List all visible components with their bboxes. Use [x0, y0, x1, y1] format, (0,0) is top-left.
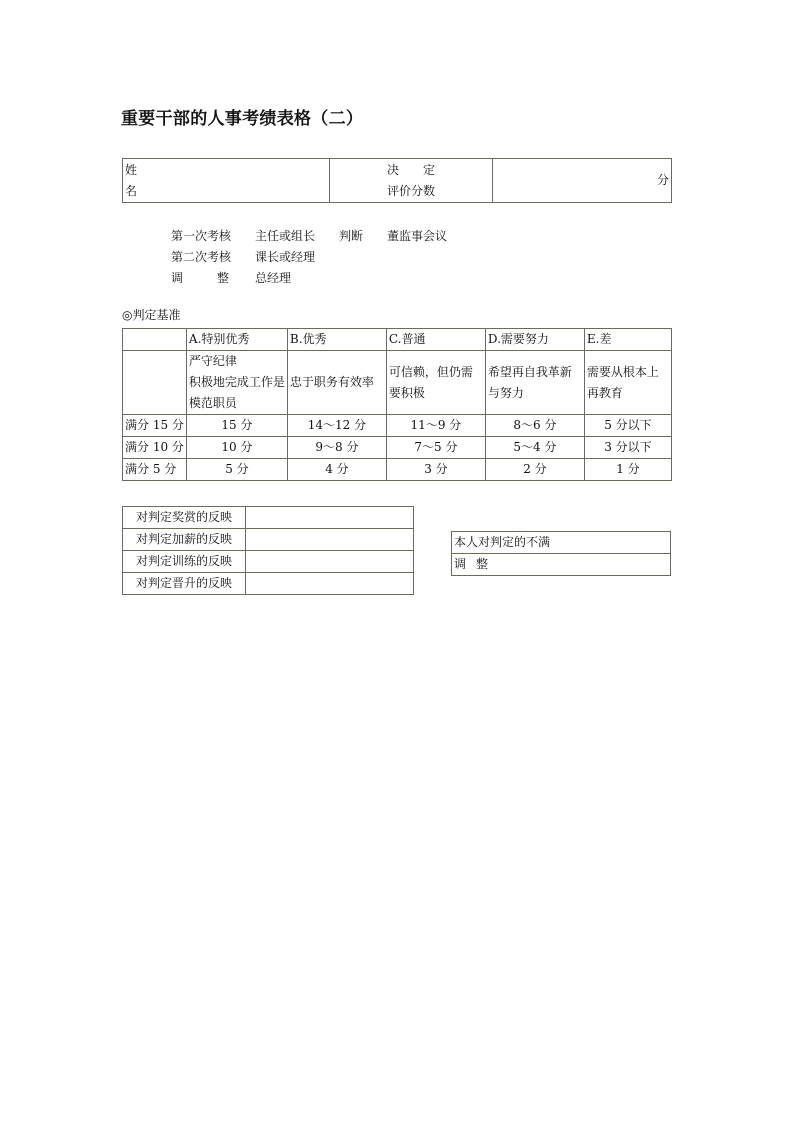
- complaint-table: [451, 531, 671, 576]
- review-reviewer: 主任或组长: [255, 229, 316, 243]
- criteria-header-a: A.特别优秀: [186, 329, 287, 351]
- criteria-desc-d: 希望再自我革新与努力: [485, 351, 584, 415]
- name-label-line2: 名: [125, 183, 138, 198]
- review-reviewer: 课长或经理: [255, 250, 316, 264]
- score-cell: 1 分: [584, 459, 671, 481]
- review-extra-label: 判断: [339, 229, 364, 243]
- score-cell: 5～4 分: [485, 437, 584, 459]
- score-cell: 5 分以下: [584, 415, 671, 437]
- reaction-input-cell[interactable]: [246, 551, 414, 573]
- complaint-label[interactable]: 本人对判定的不满: [452, 532, 671, 554]
- review-stage-char-1: 调: [171, 271, 184, 285]
- score-cell: 9～8 分: [287, 437, 386, 459]
- score-row-label: 满分 10 分: [123, 437, 187, 459]
- review-process: [171, 226, 447, 289]
- criteria-desc-c: 可信赖，但仍需要积极: [386, 351, 485, 415]
- desc-a-line-1: 严守纪律: [188, 354, 237, 368]
- reaction-input-cell[interactable]: [246, 529, 414, 551]
- reaction-row: [123, 529, 414, 551]
- reaction-label: 对判定奖赏的反映: [123, 507, 246, 529]
- score-cell: 11～9 分: [386, 415, 485, 437]
- criteria-header-row: [123, 329, 672, 351]
- name-score-table: [122, 158, 672, 203]
- score-input-cell[interactable]: [493, 159, 672, 203]
- reaction-label: 对判定训练的反映: [123, 551, 246, 573]
- review-stage-char-2: 整: [216, 271, 229, 285]
- eval-label-line1: 决 定: [387, 162, 436, 177]
- score-cell: 15 分: [186, 415, 287, 437]
- criteria-score-row: [123, 459, 672, 481]
- criteria-table: [122, 328, 672, 481]
- reaction-input-cell[interactable]: [246, 573, 414, 595]
- score-cell: 14～12 分: [287, 415, 386, 437]
- name-cell[interactable]: [123, 159, 330, 203]
- review-row-1: [171, 226, 447, 247]
- score-cell: 10 分: [186, 437, 287, 459]
- score-cell: 3 分以下: [584, 437, 671, 459]
- score-cell: 3 分: [386, 459, 485, 481]
- desc-a-line-2: 积极地完成工作是: [188, 375, 285, 389]
- reaction-label: 对判定晋升的反映: [123, 573, 246, 595]
- reaction-input-cell[interactable]: [246, 507, 414, 529]
- score-cell: 8～6 分: [485, 415, 584, 437]
- criteria-header-d: D.需要努力: [485, 329, 584, 351]
- eval-label-cell: [330, 159, 493, 203]
- score-cell: 4 分: [287, 459, 386, 481]
- review-stage: 第二次考核: [171, 250, 232, 264]
- criteria-description-row: [123, 351, 672, 415]
- reaction-row: [123, 551, 414, 573]
- adjustment-row: [452, 554, 671, 576]
- complaint-row: [452, 532, 671, 554]
- criteria-header-c: C.普通: [386, 329, 485, 351]
- score-cell: 5 分: [186, 459, 287, 481]
- page-title: 重要干部的人事考绩表格（二）: [121, 109, 364, 129]
- criteria-header-e: E.差: [584, 329, 671, 351]
- criteria-header-empty: [123, 329, 187, 351]
- score-unit: 分: [656, 173, 669, 187]
- score-cell: 2 分: [485, 459, 584, 481]
- criteria-score-row: [123, 437, 672, 459]
- eval-label-line2: 评价分数: [387, 183, 436, 198]
- score-row-label: 满分 5 分: [123, 459, 187, 481]
- review-row-3: [171, 268, 447, 289]
- review-reviewer: 总经理: [255, 271, 292, 285]
- criteria-desc-e: 需要从根本上再教育: [584, 351, 671, 415]
- review-extra-value: 董监事会议: [387, 229, 448, 243]
- review-row-2: [171, 247, 447, 268]
- name-label-line1: 姓: [125, 162, 138, 177]
- reaction-row: [123, 573, 414, 595]
- criteria-desc-empty: [123, 351, 187, 415]
- desc-a-line-3: 模范职员: [188, 396, 237, 410]
- criteria-desc-b: 忠于职务有效率: [287, 351, 386, 415]
- score-row-label: 满分 15 分: [123, 415, 187, 437]
- criteria-score-row: [123, 415, 672, 437]
- criteria-heading: ◎判定基准: [122, 308, 181, 322]
- reaction-table: [122, 506, 414, 595]
- reaction-label: 对判定加薪的反映: [123, 529, 246, 551]
- criteria-desc-a: [186, 351, 287, 415]
- review-stage: [171, 268, 229, 289]
- review-stage: 第一次考核: [171, 229, 232, 243]
- score-cell: 7～5 分: [386, 437, 485, 459]
- reaction-row: [123, 507, 414, 529]
- adjustment-label[interactable]: 调整: [452, 554, 671, 576]
- criteria-header-b: B.优秀: [287, 329, 386, 351]
